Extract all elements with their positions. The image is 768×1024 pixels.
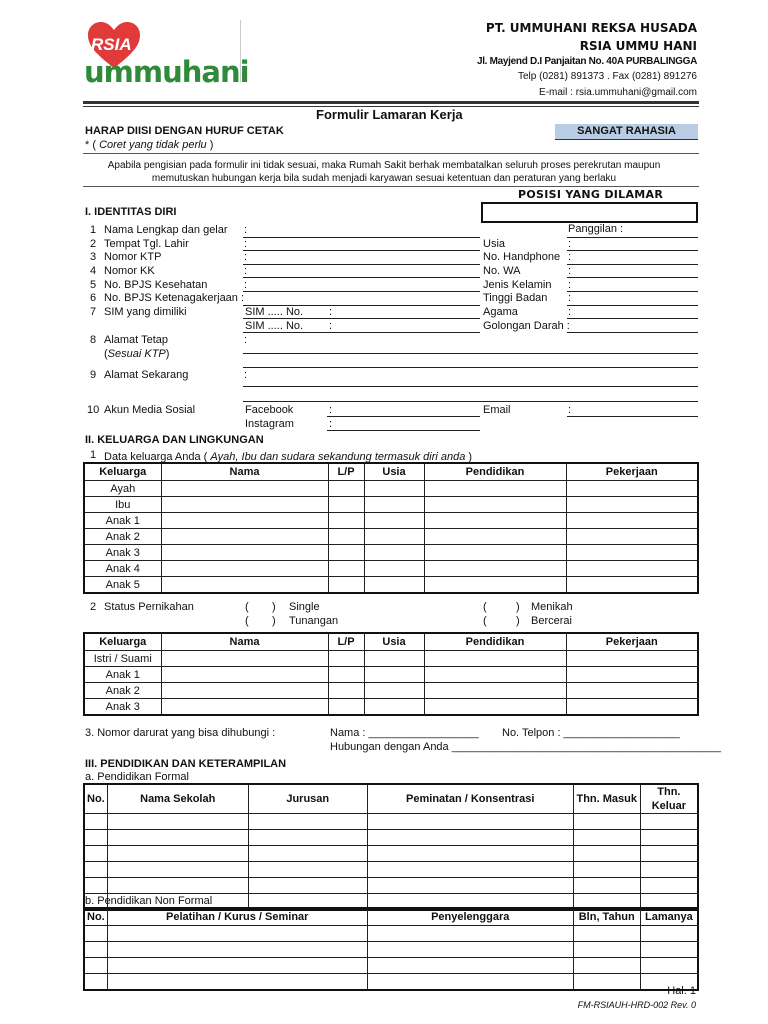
col-bln-tahun: Bln, Tahun	[573, 908, 640, 926]
col-pekerjaan: Pekerjaan	[566, 633, 698, 651]
alamat-sekarang-field-1[interactable]	[243, 386, 698, 387]
colon: :	[244, 224, 248, 236]
row-number: 6	[90, 292, 97, 304]
colon: :	[244, 238, 248, 250]
cell[interactable]	[424, 651, 566, 667]
label-golongan-darah: Golongan Darah :	[483, 320, 570, 332]
table-row	[84, 513, 698, 529]
cell[interactable]	[640, 814, 698, 830]
cell[interactable]	[107, 862, 248, 878]
label-sim: SIM yang dimiliki	[104, 306, 187, 318]
handphone-field[interactable]	[567, 264, 698, 265]
cell[interactable]	[424, 545, 566, 561]
table-row	[84, 814, 698, 830]
alamat-tetap-field-2[interactable]	[243, 367, 698, 368]
confidential-label: SANGAT RAHASIA	[555, 124, 698, 140]
cell[interactable]	[566, 667, 698, 683]
usia-field[interactable]	[567, 250, 698, 251]
row-number: 5	[90, 279, 97, 291]
cell[interactable]	[161, 481, 328, 497]
cell[interactable]	[161, 651, 328, 667]
colon: :	[329, 320, 333, 332]
cell[interactable]	[328, 651, 364, 667]
table-row	[84, 862, 698, 878]
label-tinggi-badan: Tinggi Badan	[483, 292, 548, 304]
cell[interactable]	[248, 830, 367, 846]
table-row	[84, 830, 698, 846]
cell[interactable]	[84, 958, 107, 974]
form-title: Formulir Lamaran Kerja	[316, 107, 463, 122]
table-row	[84, 651, 698, 667]
emergency-name-field[interactable]: Nama : __________________	[330, 727, 479, 739]
paren-open: (	[483, 601, 487, 613]
col-thn-masuk: Thn. Masuk	[573, 784, 640, 814]
col-no: No.	[84, 784, 107, 814]
coret-suffix: )	[209, 139, 214, 151]
colon: :	[568, 251, 572, 263]
bpjs-kesehatan-field[interactable]	[243, 291, 480, 292]
colon: :	[568, 238, 572, 250]
row-label: Anak 5	[84, 577, 161, 594]
cell[interactable]	[107, 958, 367, 974]
cell[interactable]	[107, 926, 367, 942]
col-pekerjaan: Pekerjaan	[566, 463, 698, 481]
colon: :	[329, 306, 333, 318]
ktp-field[interactable]	[243, 264, 480, 265]
instagram-field[interactable]	[327, 430, 480, 431]
colon: :	[568, 292, 572, 304]
col-nama-sekolah: Nama Sekolah	[107, 784, 248, 814]
colon: :	[244, 334, 248, 346]
facebook-field[interactable]	[327, 416, 480, 417]
cell[interactable]	[161, 699, 328, 716]
label-alamat-sekarang: Alamat Sekarang	[104, 369, 189, 381]
hospital-email: E-mail : rsia.ummuhani@gmail.com	[539, 87, 697, 98]
cell[interactable]	[364, 481, 424, 497]
colon: :	[568, 306, 572, 318]
table-row	[84, 942, 698, 958]
cell[interactable]	[84, 862, 107, 878]
colon: :	[244, 251, 248, 263]
cell[interactable]	[573, 846, 640, 862]
cell[interactable]	[364, 699, 424, 716]
tunangan-checkbox[interactable]: )	[272, 615, 276, 627]
table-row	[84, 497, 698, 513]
item2-number: 2	[90, 601, 97, 613]
cell[interactable]	[328, 561, 364, 577]
label-pendidikan-non-formal: b. Pendidikan Non Formal	[85, 895, 213, 907]
family-data-prefix: Data keluarga Anda (	[104, 451, 208, 463]
cell[interactable]	[640, 878, 698, 894]
cell[interactable]	[640, 942, 698, 958]
cell[interactable]	[573, 926, 640, 942]
cell[interactable]	[566, 561, 698, 577]
col-usia: Usia	[364, 463, 424, 481]
family-data-note: Ayah, Ibu dan sudara sekandung termasuk diri anda	[210, 451, 466, 463]
cell[interactable]	[566, 577, 698, 594]
cell[interactable]	[161, 497, 328, 513]
form-code: FM-RSIAUH-HRD-002 Rev. 0	[577, 1000, 696, 1010]
row-label: Anak 1	[84, 513, 161, 529]
row-label: Anak 1	[84, 667, 161, 683]
coret-text: Coret yang tidak perlu	[99, 139, 207, 151]
alamat-tetap-field-1[interactable]	[243, 353, 698, 354]
hospital-address: Jl. Mayjend D.I Panjaitan No. 40A PURBALINGGA	[476, 56, 697, 67]
label-media-sosial: Akun Media Sosial	[104, 404, 196, 416]
table-row	[84, 878, 698, 894]
cell[interactable]	[367, 878, 573, 894]
cell[interactable]	[364, 667, 424, 683]
cell[interactable]	[107, 974, 367, 991]
sim-1-field[interactable]	[243, 318, 480, 319]
col-no: No.	[84, 908, 107, 926]
row-label: Istri / Suami	[84, 651, 161, 667]
cell[interactable]	[107, 830, 248, 846]
wa-field[interactable]	[567, 277, 698, 278]
row-label: Ibu	[84, 497, 161, 513]
cell[interactable]	[161, 545, 328, 561]
colon: :	[244, 265, 248, 277]
header-rule	[83, 101, 699, 104]
cell[interactable]	[566, 699, 698, 716]
email-field[interactable]	[567, 416, 698, 417]
cell[interactable]	[84, 814, 107, 830]
logo-wordmark: ummuhani	[84, 55, 249, 89]
cell[interactable]	[364, 561, 424, 577]
cell[interactable]	[364, 683, 424, 699]
row-number: 1	[90, 224, 97, 236]
col-nama: Nama	[161, 633, 328, 651]
nama-lengkap-field[interactable]	[243, 237, 480, 238]
cell[interactable]	[107, 846, 248, 862]
cell[interactable]	[367, 846, 573, 862]
row-label: Ayah	[84, 481, 161, 497]
colon: :	[244, 279, 248, 291]
cell[interactable]	[84, 926, 107, 942]
cell[interactable]	[328, 481, 364, 497]
label-status-pernikahan: Status Pernikahan	[104, 601, 194, 613]
family-data-suffix: )	[468, 451, 473, 463]
row-number: 3	[90, 251, 97, 263]
row-label: Anak 4	[84, 561, 161, 577]
spouse-table	[83, 632, 699, 716]
sesuai-ktp-note	[104, 348, 169, 360]
notice-line-1: Apabila pengisian pada formulir ini tidak sesuai, maka Rumah Sakit berhak membatalkan seluruh proses perekrutan maupun	[107, 160, 661, 171]
row-number: 8	[90, 334, 97, 346]
label-single: Single	[289, 601, 320, 613]
colon: :	[568, 404, 572, 416]
cell[interactable]	[367, 926, 573, 942]
table-row	[84, 699, 698, 716]
panggilan-field[interactable]	[567, 237, 698, 238]
cell[interactable]	[248, 862, 367, 878]
cell[interactable]	[328, 699, 364, 716]
row-number: 2	[90, 238, 97, 250]
table-row	[84, 545, 698, 561]
col-peminatan: Peminatan / Konsentrasi	[367, 784, 573, 814]
sesuai-ktp-text: Sesuai KTP	[107, 348, 166, 360]
col-lp: L/P	[328, 463, 364, 481]
section3-title: III. PENDIDIKAN DAN KETERAMPILAN	[85, 758, 287, 770]
paren-open: (	[104, 348, 108, 360]
cell[interactable]	[640, 958, 698, 974]
cell[interactable]	[566, 513, 698, 529]
col-lamanya: Lamanya	[640, 908, 698, 926]
cell[interactable]	[364, 545, 424, 561]
cell[interactable]	[84, 878, 107, 894]
cell[interactable]	[573, 862, 640, 878]
cell[interactable]	[573, 814, 640, 830]
cell[interactable]	[640, 926, 698, 942]
notice-top-rule	[83, 153, 699, 154]
row-label: Anak 2	[84, 529, 161, 545]
coret-note	[85, 139, 213, 151]
cell[interactable]	[328, 545, 364, 561]
section1-title: I. IDENTITAS DIRI	[85, 206, 177, 218]
agama-field[interactable]	[567, 318, 698, 319]
cell[interactable]	[248, 878, 367, 894]
tinggi-badan-field[interactable]	[567, 305, 698, 306]
label-panggilan: Panggilan :	[568, 223, 624, 235]
cell[interactable]	[367, 958, 573, 974]
item1-number: 1	[90, 449, 97, 461]
label-bpjs-tk: No. BPJS Ketenagakerjaan :	[104, 292, 245, 304]
cell[interactable]	[573, 878, 640, 894]
label-kk: Nomor KK	[104, 265, 155, 277]
cell[interactable]	[328, 683, 364, 699]
cell[interactable]	[424, 561, 566, 577]
logo-rsia-text: RSIA	[91, 35, 132, 54]
cell[interactable]	[640, 830, 698, 846]
label-emergency-contact: 3. Nomor darurat yang bisa dihubungi :	[85, 727, 276, 739]
cell[interactable]	[364, 651, 424, 667]
cell[interactable]	[248, 846, 367, 862]
sim-2-label: SIM ..... No.	[245, 320, 304, 332]
position-input[interactable]	[481, 202, 698, 223]
cell[interactable]	[367, 862, 573, 878]
logo-divider	[240, 20, 241, 82]
cell[interactable]	[248, 814, 367, 830]
cell[interactable]	[367, 830, 573, 846]
col-pendidikan: Pendidikan	[424, 463, 566, 481]
formal-table-header	[84, 784, 698, 814]
family-table-header	[84, 463, 698, 481]
cell[interactable]	[364, 513, 424, 529]
cell[interactable]	[424, 699, 566, 716]
cell[interactable]	[640, 846, 698, 862]
table-row	[84, 926, 698, 942]
cell[interactable]	[566, 651, 698, 667]
cell[interactable]	[367, 814, 573, 830]
cell[interactable]	[84, 846, 107, 862]
nonformal-table-header	[84, 908, 698, 926]
table-row	[84, 667, 698, 683]
col-lp: L/P	[328, 633, 364, 651]
cell[interactable]	[161, 529, 328, 545]
cell[interactable]	[566, 545, 698, 561]
col-pendidikan: Pendidikan	[424, 633, 566, 651]
cell[interactable]	[566, 529, 698, 545]
col-jurusan: Jurusan	[248, 784, 367, 814]
emergency-relation-field[interactable]: Hubungan dengan Anda ____________________________________________	[330, 741, 721, 753]
cell[interactable]	[84, 830, 107, 846]
label-agama: Agama	[483, 306, 518, 318]
col-penyelenggara: Penyelenggara	[367, 908, 573, 926]
cell[interactable]	[573, 830, 640, 846]
kk-field[interactable]	[243, 277, 480, 278]
cell[interactable]	[161, 577, 328, 594]
cell[interactable]	[84, 974, 107, 991]
coret-prefix: * (	[85, 139, 96, 151]
table-row	[84, 577, 698, 594]
paren-open: (	[245, 601, 249, 613]
jenis-kelamin-field[interactable]	[567, 291, 698, 292]
cell[interactable]	[364, 497, 424, 513]
menikah-checkbox[interactable]: )	[516, 601, 520, 613]
label-tunangan: Tunangan	[289, 615, 339, 627]
colon: :	[244, 369, 248, 381]
single-checkbox[interactable]: )	[272, 601, 276, 613]
label-email: Email	[483, 404, 511, 416]
cell[interactable]	[107, 942, 367, 958]
colon: :	[568, 265, 572, 277]
label-bercerai: Bercerai	[531, 615, 572, 627]
golongan-darah-field[interactable]	[567, 332, 698, 333]
row-label: Anak 3	[84, 699, 161, 716]
company-name: PT. UMMUHANI REKSA HUSADA	[485, 21, 697, 35]
hospital-name: RSIA UMMU HANI	[579, 39, 697, 53]
col-keluarga: Keluarga	[84, 633, 161, 651]
colon: :	[568, 279, 572, 291]
table-row	[84, 958, 698, 974]
label-jenis-kelamin: Jenis Kelamin	[483, 279, 552, 291]
bercerai-checkbox[interactable]: )	[516, 615, 520, 627]
sim-2-field[interactable]	[243, 332, 480, 333]
notice-line-2: memutuskan hubungan kerja bila sudah menjadi karyawan sesuai ketentuan dan peraturan yang berlaku	[151, 173, 617, 184]
col-nama: Nama	[161, 463, 328, 481]
row-label: Anak 3	[84, 545, 161, 561]
sim-1-label: SIM ..... No.	[245, 306, 304, 318]
cell[interactable]	[566, 683, 698, 699]
paren-open: (	[245, 615, 249, 627]
table-row	[84, 561, 698, 577]
table-row	[84, 846, 698, 862]
label-handphone: No. Handphone	[483, 251, 561, 263]
row-number: 9	[90, 369, 97, 381]
cell[interactable]	[640, 862, 698, 878]
tempat-lahir-field[interactable]	[243, 250, 480, 251]
label-nama-lengkap: Nama Lengkap dan gelar	[104, 224, 228, 236]
cell[interactable]	[328, 497, 364, 513]
cell[interactable]	[367, 942, 573, 958]
cell[interactable]	[424, 497, 566, 513]
hospital-phone: Telp (0281) 891373 . Fax (0281) 891276	[517, 71, 697, 82]
label-pendidikan-formal: a. Pendidikan Formal	[85, 771, 189, 783]
col-thn-keluar: Thn. Keluar	[640, 784, 698, 814]
cell[interactable]	[367, 974, 573, 991]
colon: :	[329, 404, 333, 416]
cell[interactable]	[424, 683, 566, 699]
cell[interactable]	[364, 577, 424, 594]
cell[interactable]	[328, 667, 364, 683]
position-label: POSISI YANG DILAMAR	[518, 188, 664, 201]
cell[interactable]	[573, 942, 640, 958]
row-number: 7	[90, 306, 97, 318]
nonformal-education-table	[83, 907, 699, 991]
emergency-phone-field[interactable]: No. Telpon : ___________________	[502, 727, 680, 739]
section2-title: II. KELUARGA DAN LINGKUNGAN	[85, 434, 264, 446]
label-facebook: Facebook	[245, 404, 294, 416]
label-bpjs-kesehatan: No. BPJS Kesehatan	[104, 279, 208, 291]
family-table	[83, 462, 699, 594]
alamat-sekarang-field-2[interactable]	[243, 401, 698, 402]
paren-open: (	[483, 615, 487, 627]
col-keluarga: Keluarga	[84, 463, 161, 481]
table-row	[84, 974, 698, 991]
spouse-table-header	[84, 633, 698, 651]
row-number: 10	[87, 404, 100, 416]
label-usia: Usia	[483, 238, 506, 250]
notice-bottom-rule	[83, 186, 699, 187]
cell[interactable]	[161, 513, 328, 529]
cell[interactable]	[364, 529, 424, 545]
label-menikah: Menikah	[531, 601, 573, 613]
label-ktp: Nomor KTP	[104, 251, 162, 263]
cell[interactable]	[424, 529, 566, 545]
formal-education-table	[83, 783, 699, 911]
cell[interactable]	[161, 683, 328, 699]
cell[interactable]	[328, 529, 364, 545]
table-row	[84, 481, 698, 497]
cell[interactable]	[84, 942, 107, 958]
col-pelatihan: Pelatihan / Kurus / Seminar	[107, 908, 367, 926]
label-wa: No. WA	[483, 265, 521, 277]
cell[interactable]	[161, 667, 328, 683]
cell[interactable]	[566, 481, 698, 497]
cell[interactable]	[424, 513, 566, 529]
row-label: Anak 2	[84, 683, 161, 699]
cell[interactable]	[107, 814, 248, 830]
cell[interactable]	[424, 577, 566, 594]
cell[interactable]	[424, 481, 566, 497]
label-instagram: Instagram	[245, 418, 294, 430]
col-usia: Usia	[364, 633, 424, 651]
cell[interactable]	[161, 561, 328, 577]
label-alamat-tetap: Alamat Tetap	[104, 334, 169, 346]
instruction-text: HARAP DIISI DENGAN HURUF CETAK	[85, 125, 284, 137]
cell[interactable]	[573, 974, 640, 991]
page-number: Hal. 1	[667, 985, 696, 997]
table-row	[84, 683, 698, 699]
cell[interactable]	[107, 878, 248, 894]
paren-close: )	[165, 348, 170, 360]
table-row	[84, 529, 698, 545]
cell[interactable]	[566, 497, 698, 513]
cell[interactable]	[328, 577, 364, 594]
cell[interactable]	[573, 958, 640, 974]
row-number: 4	[90, 265, 97, 277]
colon: :	[329, 418, 333, 430]
cell[interactable]	[424, 667, 566, 683]
label-tempat-lahir: Tempat Tgl. Lahir	[104, 238, 189, 250]
cell[interactable]	[328, 513, 364, 529]
